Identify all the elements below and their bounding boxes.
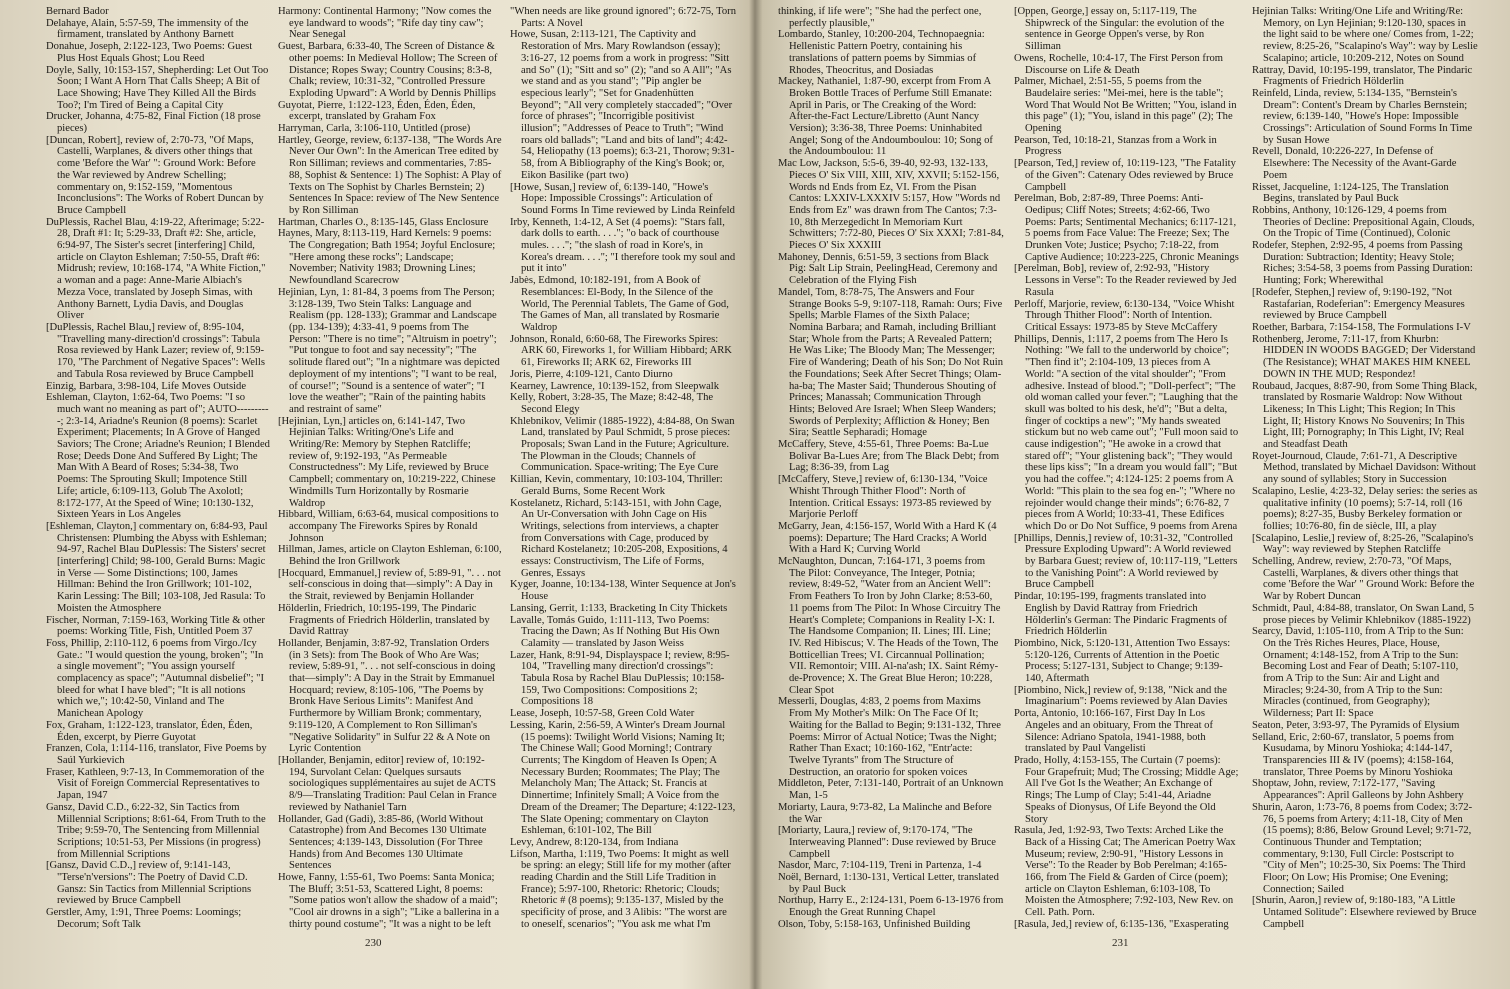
index-entry: Nasdor, Marc, 7:104-119, Treni in Partenza, 1-4 (778, 860, 982, 872)
index-entry: Rodefer, Stephen, 2:92-95, 4 poems from Passing Duration: Subtraction; Identity; Heavy Stole; Riches; 3:54-58, 3 poems from Passing Duration: Hunting; Fork; Wherewithal (1252, 240, 1473, 287)
index-entry: Guyotat, Pierre, 1:122-123, Éden, Éden, Éden, excerpt, translated by Graham Fox (278, 99, 476, 123)
index-entry: Harmony: Continental Harmony; "Now comes the eye landward to woods"; "Rife day tiny caw"; Near Senegal (278, 6, 492, 41)
index-entry: Rothenberg, Jerome, 7:11-17, from Khurbn: HIDDEN IN WOODS BAGGED; Der Viderstand (The Resistance); WHAT MAKES HIM KNEEL DOWN IN THE MUD; Respondez! (1252, 333, 1476, 380)
index-entry: Risset, Jacqueline, 1:124-125, The Translation Begins, translated by Paul Buck (1252, 181, 1449, 205)
index-entry: Gerstler, Amy, 1:91, Three Poems: Loomings; Decorum; Soft Talk (46, 907, 242, 930)
index-entry: Phillips, Dennis, 1:117, 2 poems from The Hero Is Nothing: "We fall to the underworld by choice"; "Then find it"; 2:104-109, 13 pieces from A World: "A section of the vital shoulder"; "From adhesive. Instead of blood."; "Doll-perfect"; "The old woman called your fever."; "Laughing that the skull was bolted to his desk, he'd"; "But a delta, finger of cocktips a new"; "My hands sweated stickum but no web came out"; "Full moon said to cause indigestion"; "He awoke in a crowd that stared off"; "Your glistening back"; "They would these lips kiss"; "In a dream you would fall"; "But you had the coffee."; 4:124-125: 2 poems from A World: "This plain to the sea fog en-"; "Where no rejoinder would change their minds"; 6:76-82, 7 pieces from A World; 10:33-41, These Edifices which Do or Do Not Suffice, 9 poems from Arena (1014, 333, 1239, 532)
index-entry: Roether, Barbara, 7:154-158, The Formulations I-V (1252, 321, 1471, 333)
index-entry: Einzig, Barbara, 3:98-104, Life Moves Outside (46, 380, 247, 392)
index-entry: Porta, Antonio, 10:166-167, First Day In Los Angeles and an obituary, From the Threat of Silence: Adriano Spatola, 1941-1988, both translated by Paul Vangelisti (1014, 708, 1213, 755)
index-entry: Lessing, Karin, 2:56-59, A Winter's Dream Journal (15 poems): Twilight World Visions; Naming It; The Chinese Wall; Good Morning!; Contrary Currents; The Kingdom of Heaven Is Open; A Necessary Burden; Roommates; The Play; The Melancholy Man; The Attack; St. Francis at Dinnertime; Infinitely Small; A Voice from the Dream of the Dreamer; The Departure; 4:122-123, The Slate Opening; commentary on Clayton Eshleman, 6:101-102, The Bill (510, 719, 736, 837)
page-number: 231 (1112, 937, 1129, 949)
index-entry: Irby, Kenneth, 1:4-12, A Set (4 poems): "Stars fall, dark dolls to earth. . . ."; "o back of courthouse mules. . . ."; "the slash of road in Kore's, in Korea's dream. . . ."; "I therefore took my soul and put it into" (510, 216, 736, 275)
index-entry: Hollander, Gad (Gadi), 3:85-86, (World Without Catastrophe) from And Becomes 130 Ultimate Sentences; 4:139-143, Dissolution (For Three Hands) from And Becomes 130 Ultimate Sentences (278, 813, 487, 872)
right-page (758, 0, 1510, 989)
index-entry: Scalapino, Leslie, 4:23-32, Delay series: the series as qualitative infinity (10 poems); 5:7-14, roll (16 poems); 8:27-35, Busby Berkeley formation or follies; 10:76-80, fin de siècle, III, a play (1252, 485, 1478, 532)
index-entry: Mandel, Tom, 8:78-75, The Answers and Four Strange Books 5-9, 9:107-118, Ramah: Ours; Five Spells; Marble Flames of the Sixth Palace; Nomina Barbara; and Ramah, including Brilliant Star; Whole from the Parts; A Revealed Pattern; He Was Like; The Bloody Man; The Messenger; Fire of Wandering; Death of his Son; Do Not Ruin the Foundations; Seek After Secret Things; Olam-ha-ba; The Master Said; Thunderous Shouting of Princes; Manassah; Communication Through Hints; Beloved Are Israel; When Sleep Wanders; Swords of Perplexity; Affliction & Honey; Ben Sira; Seattle Sepharadi; Homage (778, 286, 1004, 439)
index-entry: [McCaffery, Steve,] review of, 6:130-134, "Voice Whisht Through Thither Flood": North of Intention. Critical Essays: 1973-85 reviewed by Marjorie Perloff (778, 474, 992, 521)
index-entry: Lansing, Gerrit, 1:133, Bracketing In City Thickets (510, 602, 728, 614)
index-entry: Hartman, Charles O., 8:135-145, Glass Enclosure (278, 216, 489, 228)
index-entry: Mahoney, Dennis, 6:51-59, 3 sections from Black Pig: Salt Lip Strain, PeelingHead, Ceremony and Celebration of the Flying Fish (778, 251, 998, 287)
index-entry: Olson, Toby, 5:158-163, Unfinished Building (778, 918, 971, 930)
index-entry: Mackey, Nathaniel, 1:87-90, excerpt from From A Broken Bottle Traces of Perfume Still Emanate: April in Paris, or The Creaking of the Word: After-the-Fact Lecture/Libretto (Aunt Nancy Version); 3:36-38, Three Poems: Uninhabited Angel; Song of the Andoumboulou: 10; Song of the Andoumboulou: 11 (778, 76, 993, 158)
index-entry: Hartley, George, review, 6:137-138, "The Words Are Never Our Own": In the American Tree edited by Ron Silliman; reviews and commentaries, 7:85-88, Sophist & Sentence: 1) The Sophist: A Play of Texts on The Sophist by Charles Bernstein; 2) Sentences In Space: review of The New Sentence by Ron Silliman (278, 134, 502, 216)
index-entry: Palmer, Michael, 2:51-55, 5 poems from the Baudelaire series: "Mei-mei, here is the table"; Word That Would Not Be Written; "You, island in this page" (1); "You, island in this page" (2); The Opening (1014, 76, 1237, 135)
index-entry: Fox, Graham, 1:122-123, translator, Éden, Éden, Éden, excerpt, by Pierre Guyotat (46, 719, 253, 743)
index-entry: Kearney, Lawrence, 10:139-152, from Sleepwalk (510, 380, 720, 392)
index-entry: Howe, Fanny, 1:55-61, Two Poems: Santa Monica; The Bluff; 3:51-53, Scattered Light, 8 poems: "Some patios won't allow the shadow of a maid"; "Cool air drowns in a sigh"; "Like a ballerina in a thirty pound costume"; "It was a night to be left (278, 872, 500, 930)
index-entry: Northup, Harry E., 2:124-131, Poem 6-13-1976 from Enough the Great Running Chapel (778, 895, 1004, 919)
index-entry: Lazer, Hank, 8:91-94, Displayspace I; review, 8:95-104, "Travelling many direction'd crossings": Tabula Rosa by Rachel Blau DuPlessis; 10:158-159, Two Compositions: Compositions 2; Compositions 18 (510, 649, 730, 708)
index-entry: Rattray, David, 10:195-199, translator, The Pindaric Fragments of Friedrich Hölderlin (1252, 64, 1473, 88)
index-entry: Messerli, Douglas, 4:83, 2 poems from Maxims From My Mother's Milk: On The Face Of It; Waiting for the Ballad to Begin; 9:131-132, Three Poems: Mirror of Actual Notice; Twas the Night; Rather Than Exact; 10:160-162, "Entr'acte: Twelve Tyrants" from The Structure of Destruction, an oratorio for spoken voices (778, 696, 1001, 778)
index-entry: Delahaye, Alain, 5:57-59, The immensity of the firmament, translated by Anthony Barnett (46, 17, 249, 41)
index-entry: Fraser, Kathleen, 9:7-13, In Commemoration of the Visit of Foreign Commercial Representatives to Japan, 1947 (46, 766, 265, 802)
index-entry: McNaughton, Duncan, 7:164-171, 3 poems from The Pilot: Conveyance, The Integer, Potnia; review, 8:49-52, "Water from an Ancient Well": From Feathers To Iron by John Clarke; 8:53-60, 11 poems from The Pilot: In Whose Circuitry The Heart's Complete; Companions in Reality I-X: I. The Handsome Companion; II. Lines; III. Line; IV. Red Hibiscus; V. The Heads of the Town, The Botticellian Trees; VI. Circannual Pollination; VII. Remontoir; VIII. Al-na'ash; IX. Saint Rémy-de-Provence; X. The Great Blue Heron; 10:228, Clear Spot (778, 556, 1001, 696)
index-entry: Moriarty, Laura, 9:73-82, La Malinche and Before the War (778, 801, 992, 825)
index-entry: Mac Low, Jackson, 5:5-6, 39-40, 92-93, 132-133, Pieces O' Six VIII, XIII, XIV, XXVII; 5:152-156, Words nd Ends from Ez, VI. From the Pisan Cantos: LXXIV-LXXXIV 5:157, How "Words nd Ends from Ez" was drawn from The Cantos; 7:3-10, 8th Merzegedicht In Memoriam Kurt Schwitters; 7:72-80, Pieces O' Six XXXI; 7:81-84, Pieces O' Six XXXIII (778, 158, 1004, 252)
index-entry: Hollander, Benjamin, 3:87-92, Translation Orders (in 3 Sets): from The Book of Who Are Was; review, 5:89-91, ". . . not self-conscious in doing that—simply": A Day in the Strait by Emmanuel Hocquard; review, 8:105-106, "The Poems by Bronk Have Serious Limits": Manifest And Furthermore by William Bronk; commentary, 9:119-120, A Complement to Ron Silliman's "Negative Solidarity" in Sulfur 22 & A Note on Lyric Contention (278, 637, 496, 755)
index-entry: Donahue, Joseph, 2:122-123, Two Poems: Guest Plus Host Equals Ghost; Lou Reed (46, 41, 253, 64)
index-entry: Kelly, Robert, 3:28-35, The Maze; 8:42-48, The Second Elegy (510, 392, 714, 415)
index-column (778, 6, 1004, 931)
index-entry: Hillman, James, article on Clayton Eshleman, 6:100, Behind the Iron Grillwork (278, 544, 502, 568)
index-entry: [Hejinian, Lyn,] articles on, 6:141-147, Two Hejinian Talks: Writing/One's Life and Writing/Re: Memory by Stephen Ratcliffe; review of, 9:192-193, "As Permeable Constructedness": My Life, reviewed by Bruce Campbell; commentary on, 10:219-222, Chinese Windmills Turn Horizontally by Rosmarie Waldrop (278, 415, 496, 509)
index-entry: Royet-Journoud, Claude, 7:61-71, A Descriptive Method, translated by Michael Davidson: Without any sound of syllables; Story in Succession (1252, 450, 1476, 486)
index-entry: [Duncan, Robert], review of, 2:70-73, "Of Maps, Castelli, Warplanes, & divers other things that come 'Before the War' ": Ground Work: Before the War reviewed by Andrew Schelling; commentary on, 9:152-159, "Momentous Inconclusions": The Works of Robert Duncan by Bruce Campbell (46, 134, 264, 216)
index-entry: Hejinian, Lyn, 1: 81-84, 3 poems from The Person; 3:128-139, Two Stein Talks: Language and Realism (pp. 128-133); Grammar and Landscape (pp. 134-139); 4:33-41, 9 poems from The Person: "There is no time"; "Altruism in poetry"; "Put tongue to foot and say necessity"; "The solitude flared out"; "In a nightmare was depicted deployment of my intentions"; "I want to be real, of course!"; "Sound is a sentence of water"; "I love the weather"; "Rain of the painting habits and restraint of same" (278, 286, 500, 415)
index-entry: Gansz, David C.D., 6:22-32, Sin Tactics from Millennial Scriptions; 8:61-64, From Truth to the Tribe; 9:59-70, The Sentencing from Millennial Scriptions; 10:51-53, Per Missions (in progress) from Millennial Scriptions (46, 801, 266, 860)
index-entry: Levy, Andrew, 8:120-134, from Indiana (510, 836, 679, 848)
index-entry: [Piombino, Nick,] review of, 9:138, "Nick and the Imaginarium": Poems reviewed by Alan Davies (1014, 684, 1228, 708)
index-entry: Doyle, Sally, 10:153-157, Shepherding: Let Out Too Soon; I Want A Horn That Calls Sheep; A Bit of Lace Showing; Have They Killed All the Birds Too?; I'm Tired of Being a Capital City (46, 64, 269, 111)
index-entry: McGarry, Jean, 4:156-157, World With a Hard K (4 poems): Departure; The Hard Cracks; A World With a Hard K; Curving World (778, 520, 997, 556)
index-entry: Lombardo, Stanley, 10:200-204, Technopaegnia: Hellenistic Pattern Poetry, containing his translations of pattern poems by Simmias of Rhodes, Theocritus, and Dosiadas (778, 29, 985, 76)
index-entry: Piombino, Nick, 5:120-131, Attention Two Essays: 5:120-126, Currents of Attention in the Poetic Process; 5:127-131, Subject to Change; 9:139-140, Aftermath (1014, 637, 1231, 685)
index-entry: Lavalle, Tomás Guido, 1:111-113, Two Poems: Tracing the Dawn; As If Nothing But His Own Calamity — translated by Jason Weiss (510, 614, 720, 649)
index-entry: McCaffery, Steve, 4:55-61, Three Poems: Ba-Lue Bolivar Ba-Lues Are; from The Black Debt; from Lag; 8:36-39, from Lag (778, 439, 1000, 474)
index-entry: Eshleman, Clayton, 1:62-64, Two Poems: "I so much want no meaning as part of"; AUTO----------; 2:3-14, Ariadne's Reunion (8 poems): Scarlet Experiment; Placements; In A Grove of Hanged Saviors; The Crone; Ariadne's Reunion; I Blended Rose; Deeds Done And Suffered By Light; The Man With A Beard of Roses; 5:34-38, Two Poems: The Sprouting Skull; Impotence Still Life; article, 6:109-113, Golub The Axolotl; 8:172-177, At the Speed of Wine; 10:130-132, Sixteen Years in Los Angeles (46, 392, 270, 521)
index-entry: Robbins, Anthony, 10:126-129, 4 poems from Theories of Decline: Prepositional Again, Clouds, On the Tropic of Time (Continued), Colonic (1252, 204, 1475, 240)
index-entry: Howe, Susan, 2:113-121, The Captivity and Restoration of Mrs. Mary Rowlandson (essay); 3:16-27, 12 poems from a work in progress: "Sitt and So" (1); "Sitt and so" (2); "and so A All"; "As we stand and as you stand"; "Pip angler be especious learly"; "Set for Gnadenhütten Beyond"; "All very completely staccaded"; "Over force of phrases"; "Incorrigible positivist illusion"; "Addresses of Peace to Truth"; "Wind roars old ballads"; "Land and bits of land"; 4:42-54, Heliopathy (13 poems); 6:3-21, Thorow; 9:31-58, from A Bibliography of the King's Book; or, Eikon Basilike (part two) (510, 29, 735, 181)
index-entry: Shurin, Aaron, 1:73-76, 8 poems from Codex; 3:72-76, 5 poems from Artery; 4:11-18, City of Men (15 poems); 8:86, Below Ground Level; 9:71-72, Continuous Thunder and Temptation; commentary, 9:130, Full Circle: Postscript to "City of Men"; 10:25-30, Six Poems: The Third Floor; On Low; His Promise; One Evening; Connection; Sailed (1252, 801, 1473, 895)
index-entry: [Rasula, Jed,] review of, 6:135-136, "Exasperating (1014, 918, 1229, 930)
index-entry: Revell, Donald, 10:226-227, In Defense of Elsewhere: The Necessity of the Avant-Garde Poem (1252, 146, 1457, 181)
index-entry: Lifson, Martha, 1:119, Two Poems: It might as well be spring: an elegy; Still life for my mother (after reading Chardin and the Still Life Tradition in France); 5:97-100, Rhetoric: Rhetoric; Clouds; Rhetoric # (8 poems); 9:135-137, Misled by the specificity of prose, and 3 Alibis: "The worst are to oneself, scenarios"; "You ask me what I'm (510, 848, 731, 930)
index-entry: Noël, Bernard, 1:130-131, Vertical Letter, translated by Paul Buck (778, 872, 999, 895)
index-entry: Harryman, Carla, 3:106-110, Untitled (prose) (278, 123, 471, 135)
index-entry: Hejinian Talks: Writing/One Life and Writing/Re: Memory, on Lyn Hejinian; 9:120-130, spaces in the light said to be where one/ Comes from, 1-22; review, 8:25-26, "Scalapino's Way": way by Leslie Scalapino; article, 10:209-212, Notes on Sound (1252, 6, 1478, 64)
index-entry: Drucker, Johanna, 4:75-82, Final Fiction (18 prose pieces) (46, 111, 261, 135)
index-entry: Perelman, Bob, 2:87-89, Three Poems: Anti-Oedipus; Cliff Notes; Streets; 4:62-66, Two Poems: Parts; Sentimental Mechanics; 6:117-121, 5 poems from Face Value: The Freeze; Sex; The Drunken Vote; Justice; Psycho; 7:18-22, from Captive Audience; 10:223-225, Chronic Meanings (1014, 193, 1239, 263)
index-entry: Foss, Phillip, 2:110-112, 6 poems from Virgo./Icy Gate.: "I would question the young, broken"; "In a single movement"; "You assign yourself complacency as space"; "Autumnal disbelief"; "I bleed for what I have bled"; "It is all notions which we,"; 10:42-50, Vinland and The Manichean Apology (46, 637, 265, 720)
index-entry: [Perelman, Bob], review of, 2:92-93, "History Lessons in Verse": To the Reader reviewed by Jed Rasula (1014, 263, 1237, 298)
index-column (46, 6, 270, 931)
index-entry: Middleton, Peter, 7:131-140, Portrait of an Unknown Man, 1-5 (778, 778, 1004, 802)
index-entry: Pearson, Ted, 10:18-21, Stanzas from a Work in Progress (1014, 134, 1217, 158)
index-entry: Owens, Rochelle, 10:4-17, The First Person from Discourse on Life & Death (1014, 52, 1224, 76)
index-entry: Kyger, Joanne, 10:134-138, Winter Sequence at Jon's House (510, 579, 736, 603)
index-entry: Selland, Eric, 2:60-67, translator, 5 poems from Kusudama, by Minoru Yoshioka; 4:144-147, Transparencies III & IV (poems); 4:158-164, translator, Three Poems by Minoru Yoshioka (1252, 731, 1454, 778)
index-entry: [Howe, Susan,] review of, 6:139-140, "Howe's Hope: Impossible Crossings": Articulation of Sound Forms In Time reviewed by Linda Reinfeld (510, 181, 735, 216)
index-entry: Killian, Kevin, commentary, 10:103-104, Thriller: Gerald Burns, Some Recent Work (510, 474, 723, 497)
index-entry: Perloff, Marjorie, review, 6:130-134, "Voice Whisht Through Thither Flood": North of Intention. Critical Essays: 1973-85 by Steve McCaffery (1014, 298, 1235, 333)
index-entry: Pindar, 10:195-199, fragments translated into English by David Rattray from Friedrich Hölderlin's German: The Pindaric Fragments of Friedrich Hölderlin (1014, 591, 1228, 638)
index-entry: "When needs are like ground ignored"; 6:72-75, Torn Parts: A Novel (510, 6, 736, 29)
index-entry: Hibbard, William, 6:63-64, musical compositions to accompany The Fireworks Spires by Ronald Johnson (278, 509, 499, 544)
index-entry: [Pearson, Ted,] review of, 10:119-123, "The Fatality of the Given": Catenary Odes reviewed by Bruce Campbell (1014, 158, 1236, 193)
index-entry: Prado, Holly, 4:153-155, The Curtain (7 poems): Four Grapefruit; Mud; The Crossing; Middle Age; All I've Got Is the Weather; An Exchange of Rings; The Lump of Clay; 5:41-44, Ariadne Speaks of Dionysus, Of Life Beyond the Old Story (1014, 755, 1239, 825)
index-entry: Schmidt, Paul, 4:84-88, translator, On Swan Land, 5 prose pieces by Velimir Khlebnikov (1885-1922) (1252, 602, 1475, 626)
index-column (1252, 6, 1478, 931)
index-column (278, 6, 502, 931)
index-entry: Schelling, Andrew, review, 2:70-73, "Of Maps, Castelli, Warplanes, & divers other things that come 'Before the War' " Ground Work: Before the War by Robert Duncan (1252, 556, 1475, 603)
index-entry: [Hollander, Benjamin, editor] review of, 10:192-194, Survolant Celan: Quelques sursauts sociologiques supplémentaires au sujet de ACTS 8/9—Translating Tradition: Paul Celan in France reviewed by Nathaniel Tarn (278, 755, 497, 813)
index-entry: [DuPlessis, Rachel Blau,] review of, 8:95-104, "Travelling many-direction'd crossings": Tabula Rosa reviewed by Hank Lazer; review of, 9:159-170, "The Parchment of Negative Spaces": Wells and Tabula Rosa reviewed by Bruce Campbell (46, 321, 265, 380)
page-number: 230 (365, 937, 382, 949)
index-entry: Johnson, Ronald, 6:60-68, The Fireworks Spires: ARK 60, Fireworks 1, for William Hibbard; ARK 61, Fireworks II; ARK 62, Fireworks III (510, 333, 732, 369)
index-entry: Jabès, Edmond, 10:182-191, from A Book of Resemblances: El-Body, In the Silence of the World, The Perennial Tablets, The Game of God, The Games of Man, all translated by Rosmarie Waldrop (510, 275, 729, 333)
index-entry: [Shurin, Aaron,] review of, 9:180-183, "A Little Untamed Solitude": Elsewhere reviewed by Bruce Campbell (1252, 895, 1477, 930)
index-entry: DuPlessis, Rachel Blau, 4:19-22, Afterimage; 5:22-28, Draft #1: It; 5:29-33, Draft #2: She, article, 6:94-97, The Sister's secret [interfering] Child, article on Clayton Eshleman; 7:50-55, Draft #6: Midrush; review, 10:168-174, "A White Fiction," a woman and a page: Anne-Marie Albiach's Mezza Voce, translated by Joseph Simas, with Anthony Barnett, Lydia Davis, and Douglas Oliver (46, 216, 266, 322)
index-entry: Bernard Bador (46, 6, 109, 17)
index-entry: [Gansz, David C.D.,] review of, 9:141-143, "Terse'n'versions": The Poetry of David C.D. Gansz: Sin Tactics from Millennial Scriptions reviewed by Bruce Campbell (46, 860, 252, 907)
index-entry: [Oppen, George,] essay on, 5:117-119, The Shipwreck of the Singular: the evolution of the sentence in George Oppen's verse, by Ron Silliman (1014, 6, 1225, 53)
index-entry: [Moriarty, Laura,] review of, 9:170-174, "The Interweaving Planned": Duse reviewed by Bruce Campbell (778, 825, 997, 860)
index-entry: [Hocquard, Emmanuel,] review of, 5:89-91, ". . . not self-conscious in doing that—simply": A Day in the Strait, reviewed by Benjamin Hollander (278, 567, 501, 603)
index-entry: [Rodefer, Stephen,] review of, 9:190-192, "Not Rastafarian, Rodeferian": Emergency Measures reviewed by Bruce Campbell (1252, 286, 1465, 322)
index-entry: Franzen, Cola, 1:114-116, translator, Five Poems by Saúl Yurkievich (46, 743, 267, 766)
index-entry: Roubaud, Jacques, 8:87-90, from Some Thing Black, translated by Rosmarie Waldrop: Now Without Likeness; In This Light; This Region; In This Light, II; History Knows No Souvenirs; In This Light, III; Pornography; In This Light, IV; Real and Steadfast Death (1252, 380, 1478, 451)
index-entry: Lease, Joseph, 10:57-58, Green Cold Water (510, 708, 695, 720)
index-entry: Kostelanetz, Richard, 5:143-151, with John Cage, An Ur-Conversation with John Cage on His Writings, selections from interviews, a chapter from Conversations with Cage, produced by Richard Kostelanetz; 10:205-208, Expositions, 4 essays: Constructivism, The Life of Forms, Genres, Essays (510, 497, 728, 579)
index-entry: Fischer, Norman, 7:159-163, Working Title & other poems: Working Title, Fish, Untitled Poem 37 (46, 614, 265, 638)
index-entry: Guest, Barbara, 6:33-40, The Screen of Distance & other poems: In Medieval Hollow; The Screen of Distance; Ropes Sway; Country Cousins; 8:3-8, Chalk; review, 10:31-32, "Controlled Pressure Exploding Upward": A World by Dennis Phillips (278, 41, 498, 99)
index-entry: [Phillips, Dennis,] review of, 10:31-32, "Controlled Pressure Exploding Upward": A World reviewed by Barbara Guest; review of, 10:117-119, "Letters to the Vanishing Point": A World reviewed by Bruce Campbell (1014, 532, 1238, 591)
index-column (1014, 6, 1240, 931)
index-entry: Seaton, Peter, 3:93-97, The Pyramids of Elysium (1252, 719, 1460, 731)
index-entry: Joris, Pierre, 4:109-121, Canto Diurno (510, 368, 673, 380)
index-entry: Haynes, Mary, 8:113-119, Hard Kernels: 9 poems: The Congregation; Bath 1954; Joyful Enclosure; "Here among these rocks"; Landscape; November; Nativity 1983; Drowning Lines; Newfoundland Scarecrow (278, 228, 496, 287)
index-entry: Khlebnikov, Velimir (1885-1922), 4:84-88, On Swan Land, translated by Paul Schmidt, 5 prose pieces: Proposals; Swan Land in the Future; Agriculture. The Plowman in the Clouds; Channels of Communication. Space-writing; The Eye Cure (510, 415, 735, 474)
index-entry: Hölderlin, Friedrich, 10:195-199, The Pindaric Fragments of Friedrich Hölderlin, translated by David Rattray (278, 602, 490, 638)
index-entry: thinking, if life were"; "She had the perfect one, perfectly plausible," (778, 6, 982, 29)
left-page (0, 0, 752, 989)
index-entry: Rasula, Jed, 1:92-93, Two Texts: Arched Like the Back of a Hissing Cat; The American Poetry Wax Museum; review, 2:90-91, "History Lessons in Verse": To the Reader by Bob Perelman; 4:165-166, from The Field & Garden of Circe (poem); article on Clayton Eshleman, 6:103-108, To Moisten the Atmosphere; 7:92-103, New Rev. on Cell. Path. Porn. (1014, 825, 1236, 919)
index-entry: [Scalapino, Leslie,] review of, 8:25-26, "Scalapino's Way": way reviewed by Stephen Ratcliffe (1252, 532, 1474, 556)
index-entry: Reinfeld, Linda, review, 5:134-135, "Bernstein's Dream": Content's Dream by Charles Bernstein; review, 6:139-140, "Howe's Hope: Impossible Crossings": Articulation of Sound Forms In Time by Susan Howe (1252, 87, 1473, 146)
index-column (510, 6, 736, 931)
index-entry: [Eshleman, Clayton,] commentary on, 6:84-93, Paul Christensen: Plumbing the Abyss with Eshleman; 94-97, Rachel Blau DuPlessis: The Sisters' secret [interfering] Child; 98-100, Gerald Burns: Magic in Verse — Some Distinctions; 100, James Hillman: Behind the Iron Grillwork; 101-102, Karin Lessing: The Bill; 103-108, Jed Rasula: To Moisten the Atmosphere (46, 520, 268, 614)
index-entry: Searcy, David, 1:105-110, from A Trip to the Sun: On the Très Riches Heures, Place, House, Ornament; 4:148-152, from A Trip to the Sun: Becoming Lost and Fear of Death; 5:107-110, from A Trip to the Sun: Air and Light and Miracles; 9:24-30, from A Trip to the Sun: Miracles (continued, from Geography); Wilderness; Part II: Space (1252, 626, 1464, 720)
index-entry: Shoptaw, John, review, 7:172-177, "Saving Appearances": April Galleons by John Ashbery (1252, 778, 1464, 802)
